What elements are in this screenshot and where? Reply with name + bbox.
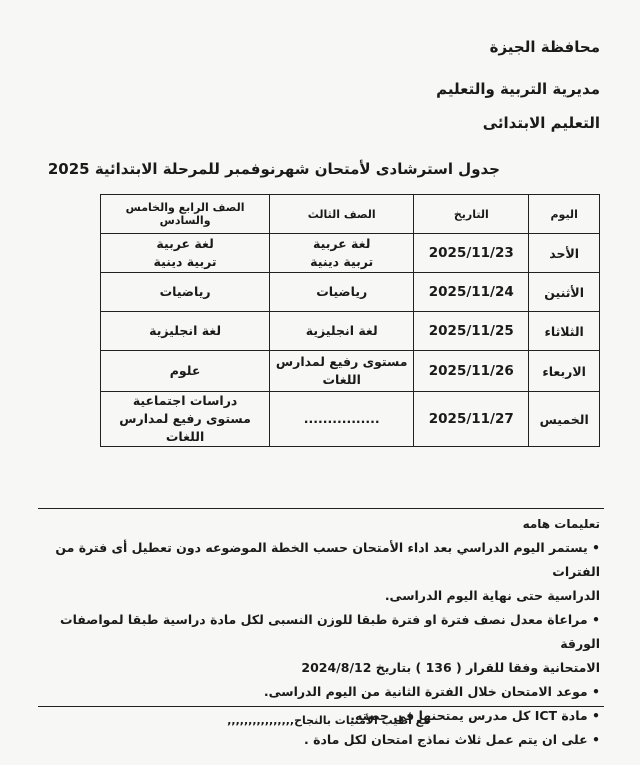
schedule-title: جدول استرشادى لأمتحان شهرنوفمبر للمرحلة الابتدائية 2025 xyxy=(47,160,500,178)
subject: مستوى رفيع لمدارس xyxy=(275,354,408,369)
grade456-cell xyxy=(101,392,270,447)
subject: لغة عربية xyxy=(313,236,371,251)
grade3-cell xyxy=(270,351,414,392)
instruction-line: • مادة ICT كل مدرس يمتحنها فى حصته. xyxy=(350,708,600,723)
instruction-line: • على ان يتم عمل ثلاث نماذج امتحان لكل مادة . xyxy=(304,732,600,747)
table-header-row xyxy=(101,195,600,234)
header-grade456: الصف الرابع والخامس والسادس xyxy=(101,195,270,234)
date-cell: 2025/11/23 xyxy=(414,234,529,273)
date-cell: 2025/11/24 xyxy=(414,273,529,312)
divider-bottom xyxy=(38,706,604,707)
governorate-heading: محافظة الجيزة xyxy=(489,38,600,56)
header-day: اليوم xyxy=(529,195,600,234)
grade3-cell xyxy=(270,312,414,351)
exam-schedule-table xyxy=(100,194,600,447)
subject: رياضيات xyxy=(316,284,368,299)
closing-wishes: مع أطيب الأمنيات بالنجاح,,,,,,,,,,,,,,,, xyxy=(227,714,430,727)
subject: اللغات xyxy=(322,372,361,387)
date-cell: 2025/11/27 xyxy=(414,392,529,447)
divider-top xyxy=(38,508,604,509)
table-row xyxy=(101,392,600,447)
instruction-line: • مراعاة معدل نصف فترة او فترة طبقا للوزن النسبى لكل مادة دراسية طبقا لمواصفات الورقة xyxy=(60,612,600,651)
subject: لغة عربية xyxy=(156,236,214,251)
instruction-line: • يستمر اليوم الدراسي بعد اداء الأمتحان حسب الخطة الموضوعه دون تعطيل أى فترة من الفترات xyxy=(55,540,600,579)
header-grade3: الصف الثالث xyxy=(270,195,414,234)
instructions-title: تعليمات هامه xyxy=(522,517,600,531)
subject: لغة انجليزية xyxy=(305,323,378,338)
stage-heading: التعليم الابتدائى xyxy=(482,114,600,132)
subject: مستوى رفيع لمدارس اللغات xyxy=(119,411,251,444)
grade456-cell xyxy=(101,351,270,392)
directorate-heading: مديرية التربية والتعليم xyxy=(436,80,600,98)
table-row xyxy=(101,312,600,351)
grade3-cell xyxy=(270,234,414,273)
subject: لغة انجليزية xyxy=(149,323,222,338)
subject: ................ xyxy=(303,411,380,426)
subject: رياضيات xyxy=(159,284,211,299)
subject: تربية دينية xyxy=(310,254,374,269)
grade3-cell xyxy=(270,273,414,312)
table-row xyxy=(101,234,600,273)
instruction-line: الدراسية حتى نهاية اليوم الدراسى. xyxy=(384,588,600,603)
subject: تربية دينية xyxy=(153,254,217,269)
instruction-line: • موعد الامتحان خلال الفترة الثانية من اليوم الدراسى. xyxy=(263,684,600,699)
table-row xyxy=(101,351,600,392)
grade456-cell xyxy=(101,312,270,351)
day-cell: الثلاثاء xyxy=(529,312,600,351)
header-date: التاريخ xyxy=(414,195,529,234)
subject: دراسات اجتماعية xyxy=(132,393,238,408)
grade456-cell xyxy=(101,273,270,312)
day-cell: الاربعاء xyxy=(529,351,600,392)
day-cell: الأحد xyxy=(529,234,600,273)
day-cell: الأثنين xyxy=(529,273,600,312)
subject: علوم xyxy=(169,363,201,378)
grade3-cell xyxy=(270,392,414,447)
date-cell: 2025/11/26 xyxy=(414,351,529,392)
instruction-line: الامتحانية وفقا للقرار ( 136 ) بتاريخ 2024/8/12 xyxy=(301,660,600,675)
day-cell: الخميس xyxy=(529,392,600,447)
grade456-cell xyxy=(101,234,270,273)
date-cell: 2025/11/25 xyxy=(414,312,529,351)
table-row xyxy=(101,273,600,312)
